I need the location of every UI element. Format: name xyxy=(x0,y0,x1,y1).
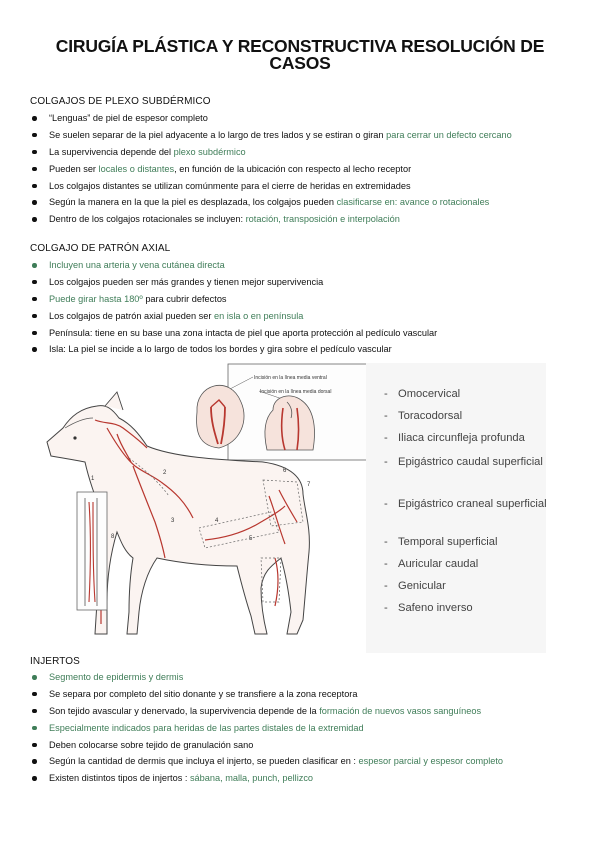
list-item xyxy=(30,705,590,722)
fig-number-6: 6 xyxy=(283,468,287,474)
bullet-dot xyxy=(32,314,37,319)
item-text: “Lenguas” de piel de espesor completo xyxy=(49,113,208,123)
list-item xyxy=(30,688,590,705)
list-item xyxy=(30,146,590,163)
bullet-dot xyxy=(32,675,37,680)
legend-text: Omocervical xyxy=(398,388,461,400)
list-item xyxy=(30,671,590,688)
title-line-2: CASOS xyxy=(269,53,331,73)
bullet-dot xyxy=(32,133,37,138)
bullet-dot xyxy=(32,331,37,336)
bullet-dot xyxy=(32,743,37,748)
legend-text: Auricular caudal xyxy=(398,558,479,570)
highlight-text: plexo subdérmico xyxy=(173,146,246,157)
list-item xyxy=(30,163,590,180)
legend-text: Toracodorsal xyxy=(398,410,463,422)
item-text: Los colgajos distantes se utilizan comúnmente para el cierre de heridas en extremidades xyxy=(49,180,411,191)
bullet-dot xyxy=(32,726,37,731)
item-text: Según la cantidad de dermis que incluya el injerto, se pueden clasificar en : xyxy=(49,756,359,767)
legend-text: Iliaca circunfleja profunda xyxy=(398,432,525,444)
item-text: Se suelen separar de la piel adyacente a lo largo de tres lados y se estiran o giran xyxy=(49,129,387,140)
list-item xyxy=(30,755,590,772)
list-grafts xyxy=(30,671,590,789)
legend-dash: - xyxy=(384,558,388,570)
legend-dash: - xyxy=(384,536,388,548)
legend-text: Epigástrico caudal superficial xyxy=(398,456,543,468)
fig-number-4: 4 xyxy=(215,518,219,524)
legend-text: Safeno inverso xyxy=(398,602,473,614)
item-text: , en función de la ubicación con respecto al lecho receptor xyxy=(174,163,412,174)
legend-dash: - xyxy=(384,580,388,592)
list-item xyxy=(30,276,590,293)
legend-text: Epigástrico craneal superficial xyxy=(398,498,547,510)
bullet-dot xyxy=(32,150,37,155)
highlight-text: formación de nuevos vasos sanguíneos xyxy=(319,705,482,716)
bullet-dot xyxy=(32,263,37,268)
highlight-text: Puede girar hasta 180º xyxy=(49,293,143,304)
list-item xyxy=(30,310,590,327)
fig-number-7: 7 xyxy=(307,482,311,488)
highlight-text: para cerrar un defecto cercano xyxy=(386,129,512,140)
page-title xyxy=(20,38,580,72)
fig-number-1: 1 xyxy=(91,476,95,482)
highlight-text: Segmento de epidermis y dermis xyxy=(49,672,184,682)
item-text: La supervivencia depende del xyxy=(49,146,174,157)
title-line-1: CIRUGÍA PLÁSTICA Y RECONSTRUCTIVA RESOLUCIÓN DE xyxy=(55,36,545,56)
highlight-text: clasificarse en: avance o rotacionales xyxy=(336,197,490,208)
bullet-dot xyxy=(32,280,37,285)
bullet-dot xyxy=(32,776,37,781)
highlight-text: en isla o en península xyxy=(213,310,304,321)
bullet-dot xyxy=(32,200,37,205)
item-text: Existen distintos tipos de injertos : xyxy=(49,773,190,784)
legend-dash: - xyxy=(384,410,388,422)
item-text: Pueden ser xyxy=(49,163,99,174)
list-item xyxy=(30,180,590,197)
bullet-dot xyxy=(32,217,37,222)
item-text: Isla: La piel se incide a lo largo de todos los bordes y gira sobre el pedículo vascular xyxy=(49,344,392,355)
vessel-legend xyxy=(366,363,546,653)
list-item xyxy=(30,739,590,756)
fig-number-5: 5 xyxy=(249,536,253,542)
fig-number-3: 3 xyxy=(171,518,175,524)
item-text: Se separa por completo del sitio donante y se transfiere a la zona receptora xyxy=(49,688,358,699)
bullet-dot xyxy=(32,759,37,764)
section-heading-axial: COLGAJO DE PATRÓN AXIAL xyxy=(30,243,171,254)
legend-dash: - xyxy=(384,456,388,468)
list-item xyxy=(30,259,590,276)
list-item xyxy=(30,213,590,230)
list-item xyxy=(30,722,590,739)
item-text: Península: tiene en su base una zona intacta de piel que aporta protección al pedículo vascular xyxy=(49,327,438,338)
bullet-dot xyxy=(32,297,37,302)
section-heading-subdermal: COLGAJOS DE PLEXO SUBDÉRMICO xyxy=(30,96,211,107)
legend-dash: - xyxy=(384,498,388,510)
item-text: para cubrir defectos xyxy=(142,293,227,304)
bullet-dot xyxy=(32,692,37,697)
list-subdermal xyxy=(30,112,590,230)
list-item xyxy=(30,772,590,789)
legend-dash: - xyxy=(384,432,388,444)
list-item xyxy=(30,343,590,360)
bullet-dot xyxy=(32,184,37,189)
bullet-dot xyxy=(32,167,37,172)
highlight-text: rotación, transposición e interpolación xyxy=(245,214,400,225)
highlight-text: Incluyen una arteria y vena cutánea directa xyxy=(49,260,225,270)
list-axial xyxy=(30,259,590,360)
list-item xyxy=(30,327,590,344)
item-text: Dentro de los colgajos rotacionales se incluyen: xyxy=(49,214,246,225)
legend-text: Temporal superficial xyxy=(398,536,498,548)
item-text: Los colgajos de patrón axial pueden ser xyxy=(49,310,214,321)
list-item xyxy=(30,112,590,129)
item-text: Deben colocarse sobre tejido de granulación sano xyxy=(49,739,254,750)
item-text: Son tejido avascular y denervado, la supervivencia depende de la xyxy=(49,705,320,716)
highlight-text: Especialmente indicados para heridas de las partes distales de la extremidad xyxy=(49,722,364,733)
highlight-text: locales o distantes xyxy=(98,163,175,174)
highlight-text: espesor parcial y espesor completo xyxy=(358,756,504,767)
list-item xyxy=(30,129,590,146)
bullet-dot xyxy=(32,116,37,121)
item-text: Los colgajos pueden ser más grandes y tienen mejor supervivencia xyxy=(49,276,324,287)
legend-text: Genicular xyxy=(398,580,446,592)
section-heading-grafts: INJERTOS xyxy=(30,656,80,667)
fig-number-8: 8 xyxy=(111,534,115,540)
legend-dash: - xyxy=(384,388,388,400)
inset-label-2: Incisión en la línea media dorsal xyxy=(260,389,332,395)
legend-dash: - xyxy=(384,602,388,614)
list-item xyxy=(30,293,590,310)
bullet-dot xyxy=(32,347,37,352)
list-item xyxy=(30,196,590,213)
inset-label-1: Incisión en la línea media ventral xyxy=(254,375,327,381)
item-text: Según la manera en la que la piel es desplazada, los colgajos pueden xyxy=(49,197,337,208)
bullet-dot xyxy=(32,709,37,714)
highlight-text: sábana, malla, punch, pellizco xyxy=(189,773,314,784)
fig-number-2: 2 xyxy=(163,470,167,476)
